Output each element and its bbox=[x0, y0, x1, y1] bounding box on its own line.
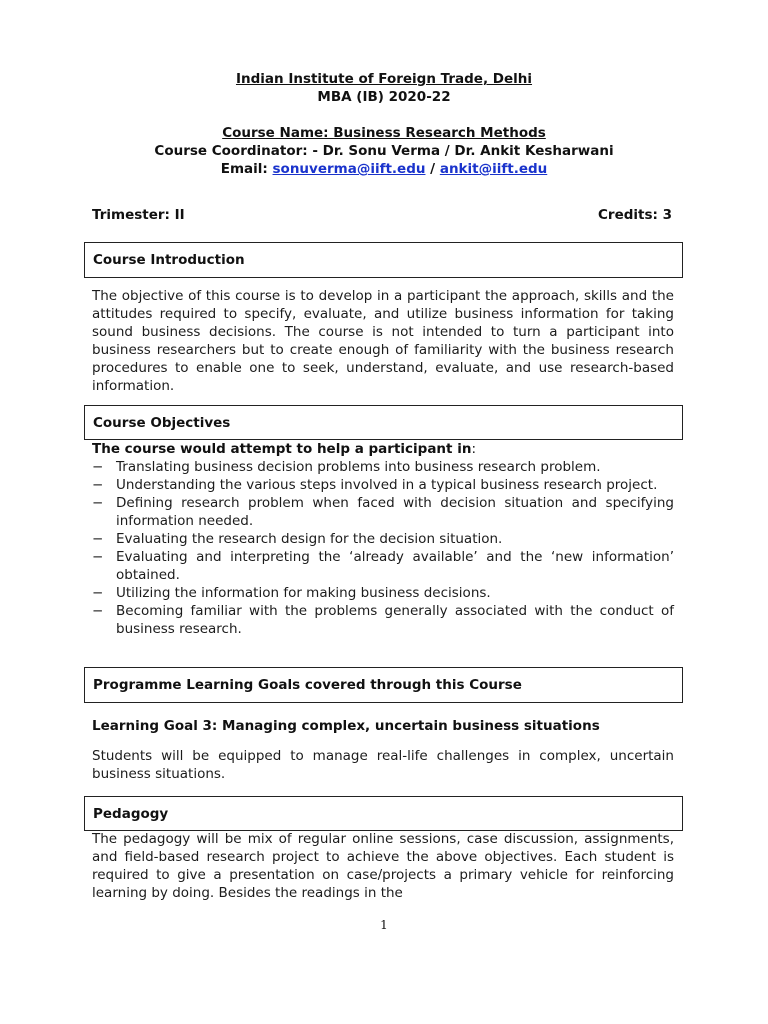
list-item bbox=[92, 476, 674, 494]
learning-goal-title: Learning Goal 3: Managing complex, uncertain business situations bbox=[92, 718, 600, 734]
page-number: 1 bbox=[380, 918, 388, 932]
introduction-heading: Course Introduction bbox=[93, 252, 245, 268]
section-heading-introduction bbox=[84, 242, 683, 278]
introduction-text: The objective of this course is to develop in a participant the approach, skills and the attitudes required to specify, evaluate, and utilize business information for taking sound business decisions. The course is not intended to turn a participant into business researchers but to create enough of familiarity with the business research procedures to enable one to seek, understand, evaluate, and use research-based information. bbox=[92, 288, 674, 394]
trimester-credits-row bbox=[92, 207, 672, 223]
list-item bbox=[92, 548, 674, 584]
email-link-sonu[interactable]: sonuverma@iift.edu bbox=[272, 161, 426, 177]
section-heading-pedagogy bbox=[84, 796, 683, 831]
list-dash: − bbox=[92, 495, 104, 511]
trimester-label: Trimester: II bbox=[92, 207, 185, 223]
email-link-ankit[interactable]: ankit@iift.edu bbox=[439, 161, 548, 177]
program-name: MBA (IB) 2020-22 bbox=[317, 89, 451, 105]
objectives-lead-text: The course would attempt to help a participant in bbox=[92, 441, 472, 457]
list-item-text: Utilizing the information for making business decisions. bbox=[116, 585, 491, 601]
course-name: Course Name: Business Research Methods bbox=[222, 125, 546, 141]
list-item bbox=[92, 602, 674, 638]
list-dash: − bbox=[92, 477, 104, 493]
pedagogy-heading: Pedagogy bbox=[93, 805, 169, 822]
objectives-heading: Course Objectives bbox=[93, 414, 231, 431]
email-line bbox=[60, 160, 708, 178]
learning-goals-heading: Programme Learning Goals covered through this Course bbox=[93, 677, 522, 693]
section-heading-learning-goals bbox=[84, 667, 683, 703]
objectives-lead-colon: : bbox=[471, 441, 476, 457]
objectives-list bbox=[92, 458, 674, 638]
pedagogy-text: The pedagogy will be mix of regular online sessions, case discussion, assignments, and field-based research project to achieve the above objectives. Each student is required to give a presentation on case/projects a primary vehicle for reinforcing learning by doing. Besides the readings in the bbox=[92, 831, 674, 901]
list-item-text: Defining research problem when faced with decision situation and specifying information needed. bbox=[116, 495, 674, 529]
list-item bbox=[92, 530, 674, 548]
credits-label: Credits: 3 bbox=[598, 207, 672, 223]
list-item bbox=[92, 458, 674, 476]
list-item bbox=[92, 584, 674, 602]
list-item bbox=[92, 494, 674, 530]
document-header bbox=[60, 70, 708, 178]
objectives-lead bbox=[92, 440, 674, 458]
list-dash: − bbox=[92, 459, 104, 475]
institute-name: Indian Institute of Foreign Trade, Delhi bbox=[235, 71, 533, 87]
email-separator: / bbox=[425, 161, 440, 177]
list-item-text: Becoming familiar with the problems generally associated with the conduct of business research. bbox=[116, 603, 674, 637]
list-item-text: Evaluating and interpreting the ‘already available’ and the ‘new information’ obtained. bbox=[116, 549, 674, 583]
list-dash: − bbox=[92, 549, 104, 565]
section-heading-objectives bbox=[84, 405, 683, 440]
list-dash: − bbox=[92, 531, 104, 547]
learning-goal-text: Students will be equipped to manage real-life challenges in complex, uncertain business situations. bbox=[92, 748, 674, 782]
list-item-text: Translating business decision problems into business research problem. bbox=[116, 459, 601, 475]
list-item-text: Evaluating the research design for the decision situation. bbox=[116, 531, 503, 547]
list-dash: − bbox=[92, 585, 104, 601]
course-coordinator: Course Coordinator: - Dr. Sonu Verma / Dr. Ankit Kesharwani bbox=[154, 143, 614, 159]
email-label: Email: bbox=[220, 161, 273, 177]
list-item-text: Understanding the various steps involved in a typical business research project. bbox=[116, 477, 658, 493]
list-dash: − bbox=[92, 603, 104, 619]
